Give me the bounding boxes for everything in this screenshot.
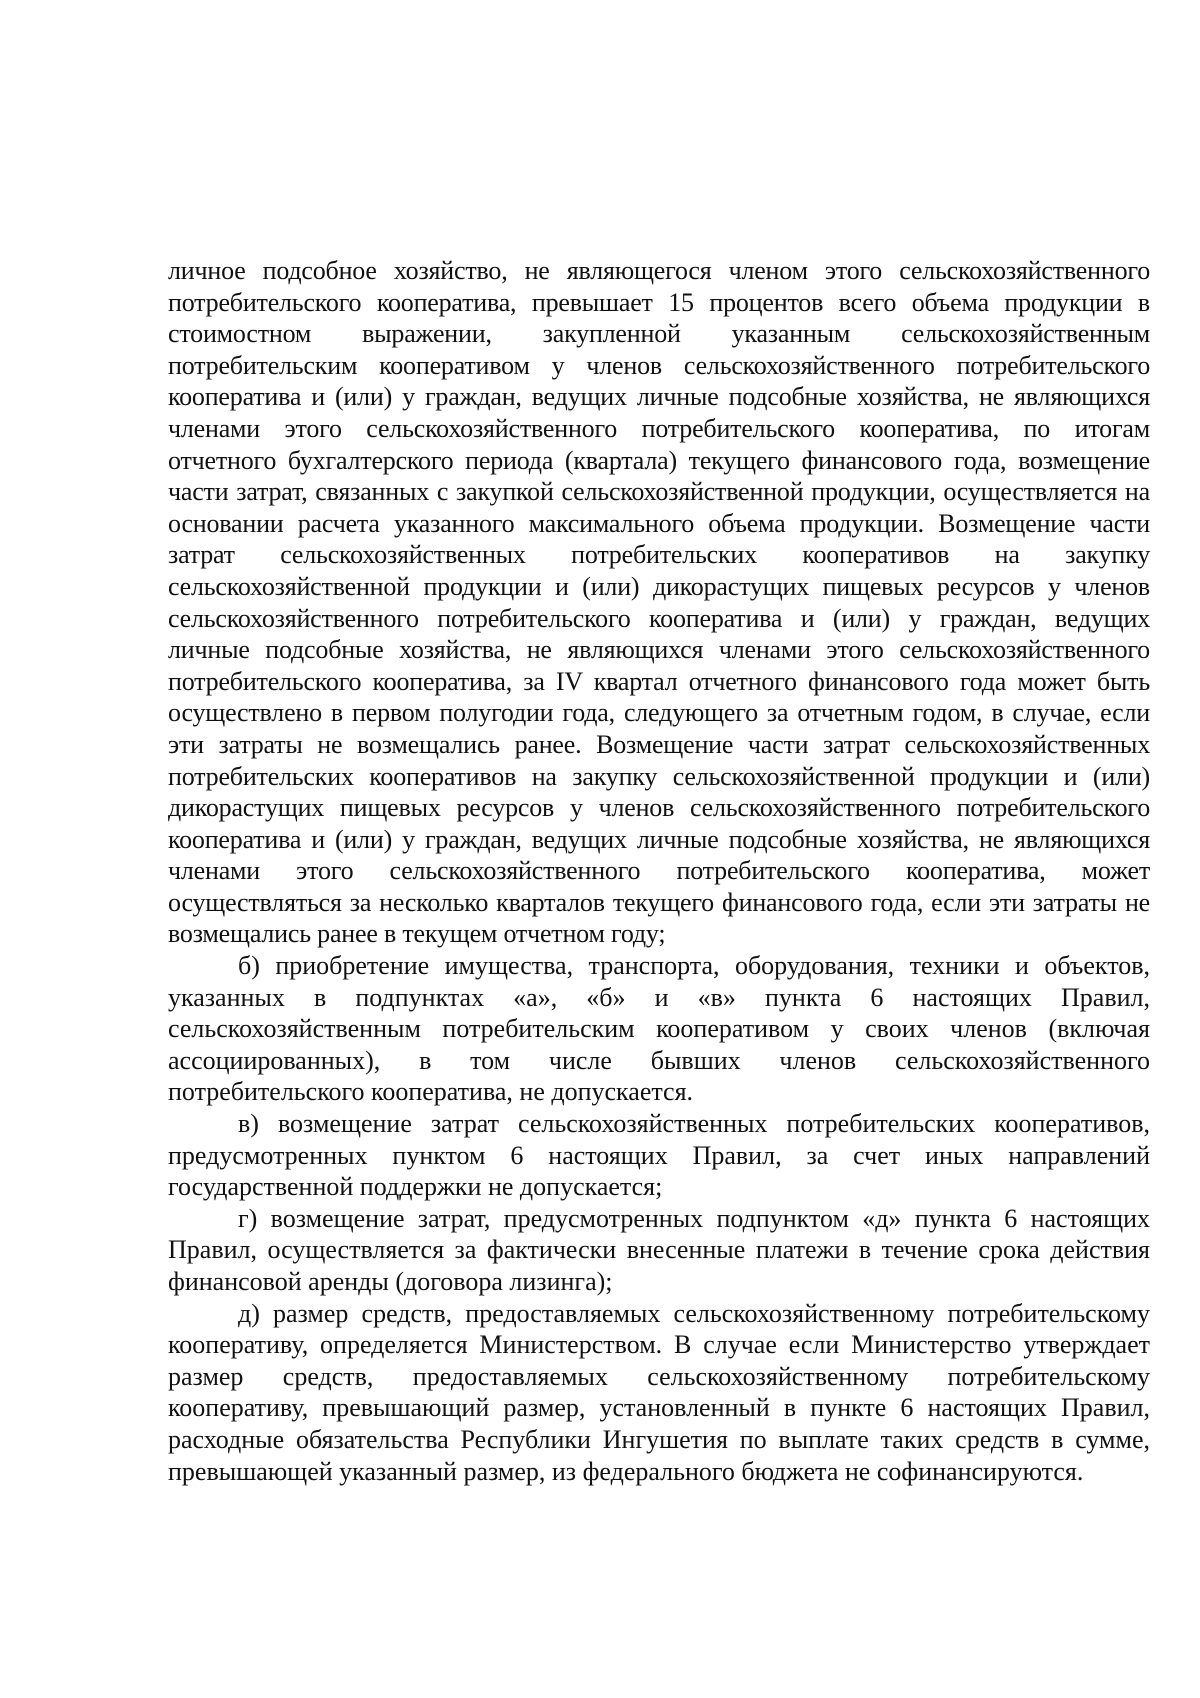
paragraph-continuation: личное подсобное хозяйство, не являющегося членом этого сельскохозяйственного потребительского кооператива, превышает 15 процентов всего объема продукции в стоимостном выражении, закупленной указанным сельскохозяйственным потребительским кооперативом у членов сельскохозяйственного потребительского кооператива и (или) у граждан, ведущих личные подсобные хозяйства, не являющихся членами этого сельскохозяйственного потребительского кооператива, по итогам отчетного бухгалтерского периода (квартала) текущего финансового года, возмещение части затрат, связанных с закупкой сельскохозяйственной продукции, осуществляется на основании расчета указанного максимального объема продукции. Возмещение части затрат сельскохозяйственных потребительских кооперативов на закупку сельскохозяйственной продукции и (или) дикорастущих пищевых ресурсов у членов сельскохозяйственного потребительского кооператива и (или) у граждан, ведущих личные подсобные хозяйства, не являющихся членами этого сельскохозяйственного потребительского кооператива, за IV квартал отчетного финансового года может быть осуществлено в первом полугодии года, следующего за отчетным годом, в случае, если эти затраты не возмещались ранее. Возмещение части затрат сельскохозяйственных потребительских кооперативов на закупку сельскохозяйственной продукции и (или) дикорастущих пищевых ресурсов у членов сельскохозяйственного потребительского кооператива и (или) у граждан, ведущих личные подсобные хозяйства, не являющихся членами этого сельскохозяйственного потребительского кооператива, может осуществляться за несколько кварталов текущего финансового года, если эти затраты не возмещались ранее в текущем отчетном году; [168, 256, 1150, 949]
paragraph-b: б) приобретение имущества, транспорта, оборудования, техники и объектов, указанных в подпунктах «а», «б» и «в» пункта 6 настоящих Правил, сельскохозяйственным потребительским кооперативом у своих членов (включая ассоциированных), в том числе бывших членов сельскохозяйственного потребительского кооператива, не допускается. [168, 951, 1150, 1107]
document-body [168, 255, 1150, 1487]
paragraph-v: в) возмещение затрат сельскохозяйственных потребительских кооперативов, предусмотренных пунктом 6 настоящих Правил, за счет иных направлений государственной поддержки не допускается; [168, 1109, 1150, 1202]
paragraph-g: г) возмещение затрат, предусмотренных подпунктом «д» пункта 6 настоящих Правил, осуществляется за фактически внесенные платежи в течение срока действия финансовой аренды (договора лизинга); [168, 1203, 1150, 1296]
paragraph-d: д) размер средств, предоставляемых сельскохозяйственному потребительскому кооперативу, определяется Министерством. В случае если Министерство утверждает размер средств, предоставляемых сельскохозяйственному потребительскому кооперативу, превышающий размер, установленный в пункте 6 настоящих Правил, расходные обязательства Республики Ингушетия по выплате таких средств в сумме, превышающей указанный размер, из федерального бюджета не софинансируются. [168, 1298, 1150, 1486]
